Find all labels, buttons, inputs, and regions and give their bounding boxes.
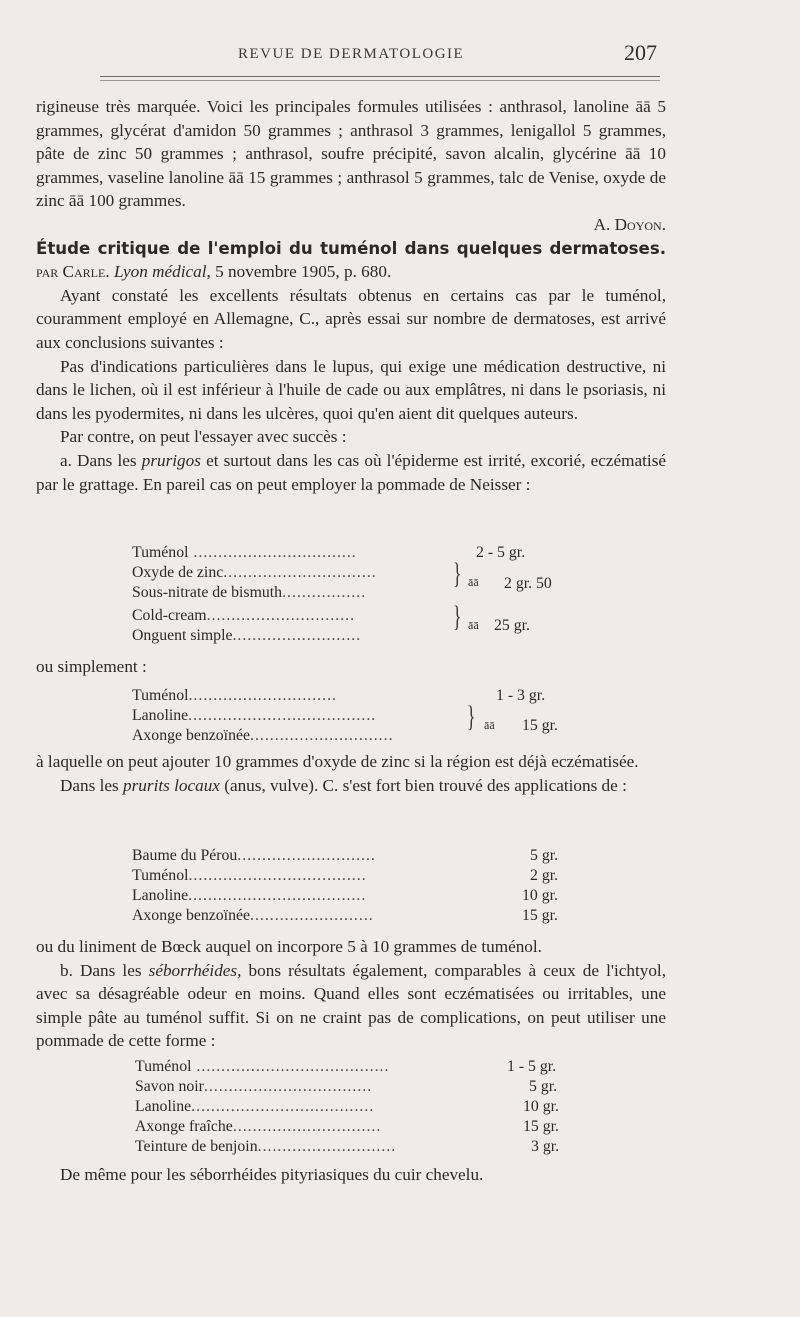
brace: }: [466, 700, 476, 733]
ingredient-quantity: 1 - 5 gr.: [507, 1058, 557, 1075]
recipe-line: Tuménol .......................................: [135, 1058, 390, 1075]
ingredient-quantity: 15 gr.: [523, 1118, 559, 1135]
ingredient-name: Cold-cream: [132, 607, 207, 624]
page-number: 207: [624, 40, 657, 65]
recipe-line: Savon noir..................................: [135, 1078, 373, 1095]
recipe-line: Onguent simple..........................: [132, 627, 362, 644]
header-rule-secondary: [100, 80, 660, 81]
ana-mark: āā: [484, 718, 495, 732]
paragraph-prurigos-lead: a. Dans les: [60, 450, 137, 470]
article-journal: Lyon médical,: [113, 262, 211, 282]
recipe-line: Axonge benzoïnée.........................: [132, 907, 374, 924]
paragraph-zinc: à laquelle on peut ajouter 10 grammes d'oxyde de zinc si la région est déjà eczématisée.: [36, 752, 639, 771]
ingredient-quantity: 3 gr.: [531, 1138, 560, 1155]
paragraph-intro: Ayant constaté les excellents résultats obtenus en certains cas par le tuménol, couramment employé en Allemagne, C., après essai sur nombre de dermatoses, est arrivé aux conclusions suivantes :: [36, 285, 666, 352]
paragraph-prurigos: [36, 449, 666, 496]
recipe-line: Tuménol..............................: [132, 687, 337, 704]
paragraph-simplement-block: [36, 655, 666, 679]
ingredient-quantity: 5 gr.: [530, 847, 559, 864]
recipe-neisser: [132, 543, 552, 643]
recipe-line: Lanoline....................................: [132, 887, 367, 904]
ingredient-quantity: 10 gr.: [522, 887, 558, 904]
ingredient-quantity: 15 gr.: [522, 717, 558, 734]
recipe-line: Lanoline.....................................: [135, 1098, 375, 1115]
recipe-line: Lanoline......................................: [132, 707, 377, 724]
journal-title: REVUE DE DERMATOLOGIE: [238, 46, 465, 62]
recipe-line: Tuménol....................................: [132, 867, 367, 884]
recipe-line: Sous-nitrate de bismuth.................: [132, 584, 367, 601]
ingredient-name: Oxyde de zinc: [132, 564, 224, 581]
ingredient-name: Axonge benzoïnée: [132, 907, 250, 924]
running-head: [0, 40, 800, 70]
ingredient-name: Onguent simple: [132, 627, 233, 644]
paragraph-cuir-chevelu: De même pour les séborrhéides pityriasiques du cuir chevelu.: [60, 1165, 484, 1184]
article-body-lower: [36, 935, 666, 1053]
ingredient-name: Tuménol: [132, 544, 189, 561]
brace: }: [452, 557, 462, 590]
ingredient-quantity: 10 gr.: [523, 1098, 559, 1115]
recipe-simple: [132, 686, 582, 746]
paragraph-seborrheides-rest: bons résultats également, comparables à ceux de l'ichtyol, avec sa désagréable odeur en moins. Quand elles sont eczématisées ou irritables, une simple pâte au tuménol suffit. Si on ne craint pas de complications, on peut utiliser une pommade de cette forme :: [36, 960, 667, 1051]
ingredient-name: Lanoline: [132, 707, 189, 724]
paragraph-prurits-lead: Dans les: [60, 775, 119, 795]
paragraph-prurits: [36, 774, 666, 798]
author-signature: A. Doyon.: [593, 214, 666, 234]
ingredient-quantity: 15 gr.: [522, 907, 558, 924]
paragraph-prurits-emphasis: prurits locaux: [123, 775, 220, 795]
ana-mark: āā: [468, 618, 479, 632]
recipe-line: Cold-cream..............................: [132, 607, 356, 624]
article-date: 5 novembre 1905, p. 680.: [215, 262, 392, 282]
recipe-line: Teinture de benjoin............................: [135, 1138, 397, 1155]
ingredient-name: Tuménol: [135, 1058, 192, 1075]
paragraph-seborrheides-emphasis: séborrhéides,: [148, 960, 242, 980]
article-title: Étude critique de l'emploi du tuménol dans quelques dermatoses.: [36, 238, 666, 258]
article-body-middle: [36, 750, 666, 797]
recipe-line: Baume du Pérou............................: [132, 847, 376, 864]
ingredient-name: Axonge fraîche: [135, 1118, 233, 1135]
paragraph-simplement: ou simplement :: [36, 657, 147, 676]
ingredient-name: Savon noir: [135, 1078, 204, 1095]
paragraph-seborrheides-lead: b. Dans les: [60, 960, 142, 980]
recipe-seborrheides: [135, 1057, 595, 1157]
article-body-end: [36, 1163, 666, 1187]
ingredient-name: Axonge benzoïnée: [132, 727, 250, 744]
paragraph-prurigos-emphasis: prurigos: [141, 450, 201, 470]
ingredient-name: Lanoline: [132, 887, 189, 904]
ingredient-name: Tuménol: [132, 687, 189, 704]
recipe-line: Axonge benzoïnée.............................: [132, 727, 394, 744]
paragraph-formulas: rigineuse très marquée. Voici les principales formules utilisées : anthrasol, lanoline āā 5 grammes, glycérat d'amidon 50 grammes ; anthrasol 3 grammes, lenigallol 5 grammes, pâte de zinc 50 grammes ; anthrasol, soufre précipité, savon alcalin, glycérine āā 10 grammes, vaseline lanoline āā 15 grammes ; anthrasol 5 grammes, talc de Venise, oxyde de zinc āā 100 grammes.: [36, 97, 666, 211]
paragraph-par-contre: Par contre, on peut l'essayer avec succès :: [60, 427, 347, 447]
ingredient-quantity: 2 gr.: [530, 867, 559, 884]
paragraph-prurits-rest: (anus, vulve). C. s'est fort bien trouvé des applications de :: [224, 775, 627, 795]
ingredient-name: Baume du Pérou: [132, 847, 238, 864]
ingredient-name: Lanoline: [135, 1098, 192, 1115]
paragraph-boeck: ou du liniment de Bœck auquel on incorpore 5 à 10 grammes de tuménol.: [36, 937, 542, 956]
ingredient-quantity: 25 gr.: [494, 617, 530, 634]
recipe-prurits: [132, 846, 592, 926]
ingredient-quantity: 2 - 5 gr.: [476, 544, 526, 561]
ingredient-name: Tuménol: [132, 867, 189, 884]
paragraph-seborrheides: [36, 959, 666, 1053]
ingredient-quantity: 2 gr. 50: [504, 575, 552, 592]
recipe-line: Axonge fraîche..............................: [135, 1118, 382, 1135]
ingredient-name: Teinture de benjoin: [135, 1138, 258, 1155]
ana-mark: āā: [468, 575, 479, 589]
header-rule: [100, 76, 660, 77]
paragraph-prurigos-rest: et surtout dans les cas où l'épiderme est irrité, excorié, eczématisé par le grattage. En pareil cas on peut employer la pommade de Neisser :: [36, 450, 667, 494]
article-heading: [36, 237, 666, 284]
article-author: par Carle.: [36, 262, 110, 282]
ingredient-name: Sous-nitrate de bismuth: [132, 584, 283, 601]
article-body-top: [36, 95, 666, 496]
ingredient-quantity: 1 - 3 gr.: [496, 687, 546, 704]
recipe-line: Tuménol .................................: [132, 544, 357, 561]
paragraph-indications: Pas d'indications particulières dans le lupus, qui exige une médication destructive, ni dans le lichen, où il est inférieur à l'huile de cade ou aux emplâtres, ni dans le psoriasis, ni dans les pyodermites, ni dans les ulcères, quoi qu'en aient dit quelques auteurs.: [36, 356, 666, 423]
ingredient-quantity: 5 gr.: [529, 1078, 558, 1095]
brace: }: [452, 600, 462, 633]
recipe-line: Oxyde de zinc...............................: [132, 564, 377, 581]
